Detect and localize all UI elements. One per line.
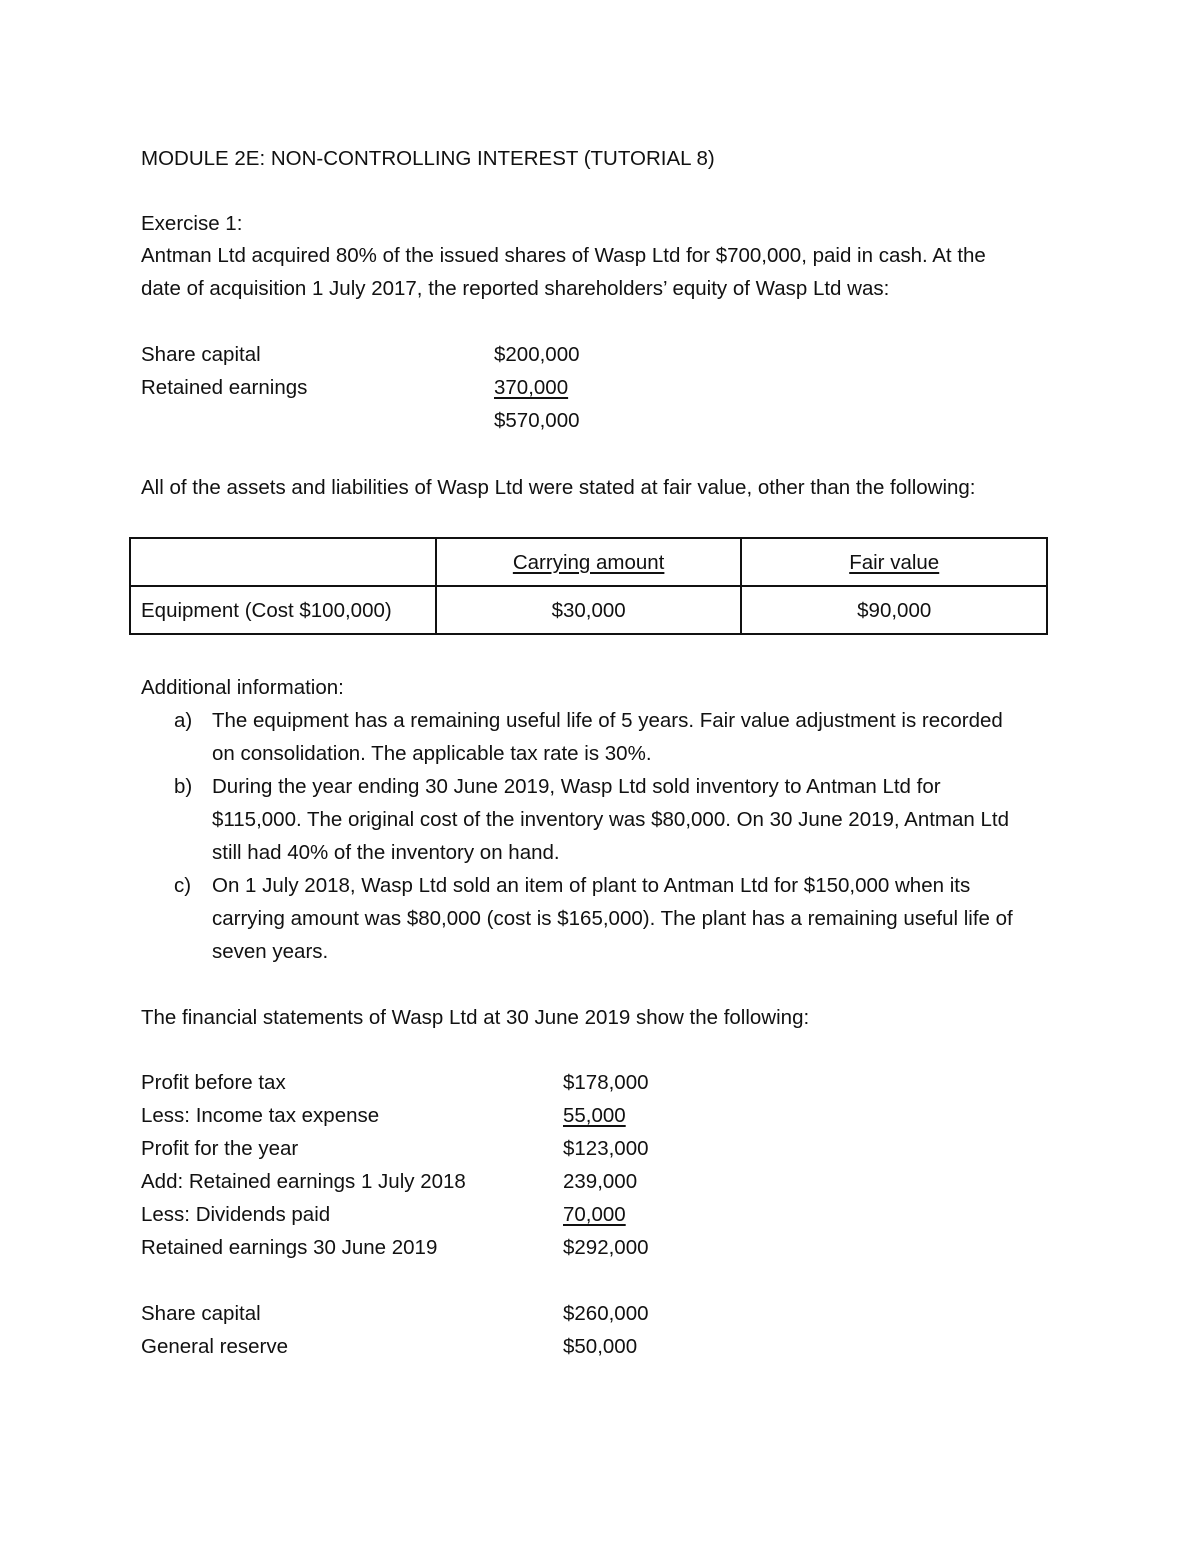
statement-value: 70,000 [563, 1203, 626, 1226]
list-line: On 1 July 2018, Wasp Ltd sold an item of plant to Antman Ltd for $150,000 when its [212, 874, 971, 897]
list-item [141, 770, 1061, 869]
statement-row [141, 1231, 841, 1264]
statement-row [141, 1297, 841, 1330]
list-item [141, 704, 1061, 770]
equity-label: Share capital [141, 343, 261, 366]
financial-statements-intro: The financial statements of Wasp Ltd at 30 June 2019 show the following: [141, 1006, 810, 1029]
statement-value: $178,000 [563, 1071, 649, 1094]
statement-row [141, 1132, 841, 1165]
statement-label: Retained earnings 30 June 2019 [141, 1236, 438, 1259]
table-header-cell [130, 538, 436, 586]
statement-value: $292,000 [563, 1236, 649, 1259]
table-cell: $30,000 [436, 586, 742, 634]
table-header-row [130, 538, 1047, 586]
list-line: The equipment has a remaining useful life of 5 years. Fair value adjustment is recorded [212, 709, 1003, 732]
statement-label: Add: Retained earnings 1 July 2018 [141, 1170, 466, 1193]
additional-info-heading: Additional information: [141, 676, 344, 699]
list-marker: c) [174, 874, 192, 897]
equity-label: Retained earnings [141, 376, 308, 399]
fair-value-table [129, 537, 1048, 635]
statement-row [141, 1198, 841, 1231]
fair-value-intro: All of the assets and liabilities of Wasp Ltd were stated at fair value, other than the following: [141, 476, 976, 499]
statement-row [141, 1330, 841, 1363]
equity-value: 370,000 [494, 376, 569, 399]
table-header-cell [436, 538, 742, 586]
list-line: seven years. [212, 940, 329, 963]
statement-label: Profit before tax [141, 1071, 286, 1094]
fair-value-header: Fair value [849, 550, 940, 574]
table-header-cell [741, 538, 1047, 586]
list-line: During the year ending 30 June 2019, Wasp Ltd sold inventory to Antman Ltd for [212, 775, 941, 798]
statement-label: Share capital [141, 1302, 261, 1325]
intro-line: date of acquisition 1 July 2017, the reported shareholders’ equity of Wasp Ltd was: [141, 277, 890, 300]
equity-row-retained-earnings [141, 371, 641, 404]
table-cell: Equipment (Cost $100,000) [130, 586, 436, 634]
statement-label: Less: Income tax expense [141, 1104, 380, 1127]
statement-value: $50,000 [563, 1335, 638, 1358]
list-marker: b) [174, 775, 193, 798]
equity-value: $200,000 [494, 343, 580, 366]
statement-row [141, 1099, 841, 1132]
page-title: MODULE 2E: NON-CONTROLLING INTEREST (TUTORIAL 8) [141, 147, 715, 170]
list-item [141, 869, 1061, 968]
statement-label: Less: Dividends paid [141, 1203, 331, 1226]
exercise-heading: Exercise 1: [141, 212, 243, 235]
statement-value: $123,000 [563, 1137, 649, 1160]
statement-row [141, 1165, 841, 1198]
statement-label: General reserve [141, 1335, 288, 1358]
list-line: on consolidation. The applicable tax rate is 30%. [212, 742, 652, 765]
intro-line: Antman Ltd acquired 80% of the issued shares of Wasp Ltd for $700,000, paid in cash. At the [141, 244, 986, 267]
list-line: carrying amount was $80,000 (cost is $165,000). The plant has a remaining useful life of [212, 907, 1013, 930]
list-line: $115,000. The original cost of the inventory was $80,000. On 30 June 2019, Antman Ltd [212, 808, 1010, 831]
equity-row-total [141, 404, 641, 437]
carrying-amount-header: Carrying amount [512, 550, 665, 574]
statement-row [141, 1066, 841, 1099]
statement-value: 55,000 [563, 1104, 626, 1127]
statement-label: Profit for the year [141, 1137, 299, 1160]
table-cell: $90,000 [741, 586, 1047, 634]
equity-total-value: $570,000 [494, 409, 580, 432]
equity-row-share-capital [141, 338, 641, 371]
statement-value: 239,000 [563, 1170, 638, 1193]
list-line: still had 40% of the inventory on hand. [212, 841, 560, 864]
statement-value: $260,000 [563, 1302, 649, 1325]
table-row [130, 586, 1047, 634]
list-marker: a) [174, 709, 193, 732]
